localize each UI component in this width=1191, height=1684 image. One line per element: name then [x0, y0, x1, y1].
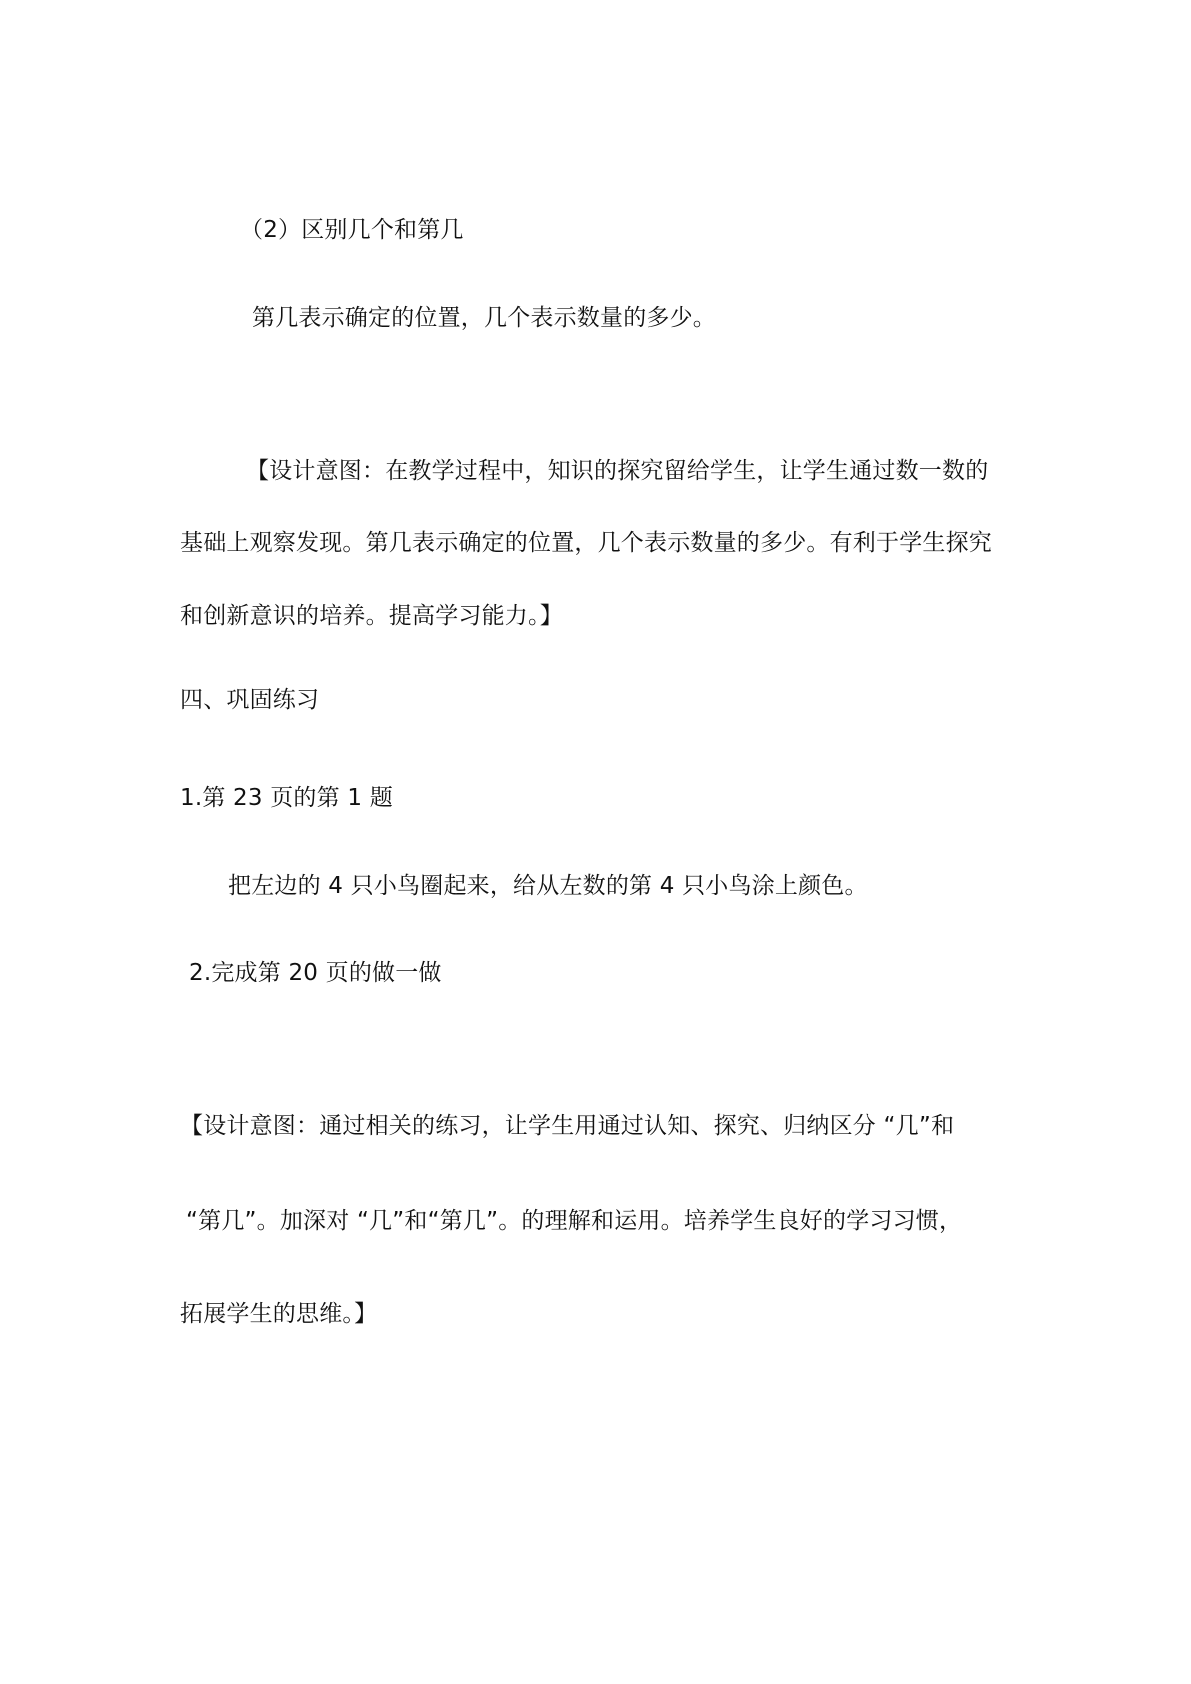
subsection-heading: （2）区别几个和第几 — [240, 217, 464, 243]
design-intent-line: 基础上观察发现。第几表示确定的位置，几个表示数量的多少。有利于学生探究 — [180, 530, 992, 556]
section-heading: 四、巩固练习 — [180, 687, 320, 713]
design-intent-line: 【设计意图：通过相关的练习，让学生用通过认知、探究、归纳区分 “几”和 — [180, 1113, 955, 1139]
design-intent-line: 【设计意图：在教学过程中，知识的探究留给学生，让学生通过数一数的 — [246, 458, 989, 484]
exercise-item: 2.完成第 20 页的做一做 — [189, 960, 442, 986]
design-intent-line: 和创新意识的培养。提高学习能力。】 — [180, 603, 563, 629]
paragraph-line: 第几表示确定的位置，几个表示数量的多少。 — [252, 305, 716, 331]
design-intent-line: “第几”。加深对 “几”和“第几”。的理解和运用。培养学生良好的学习习惯， — [186, 1208, 963, 1234]
design-intent-line: 拓展学生的思维。】 — [180, 1301, 378, 1327]
exercise-item: 1.第 23 页的第 1 题 — [180, 785, 393, 811]
exercise-instruction: 把左边的 4 只小鸟圈起来，给从左数的第 4 只小鸟涂上颜色。 — [228, 873, 868, 899]
